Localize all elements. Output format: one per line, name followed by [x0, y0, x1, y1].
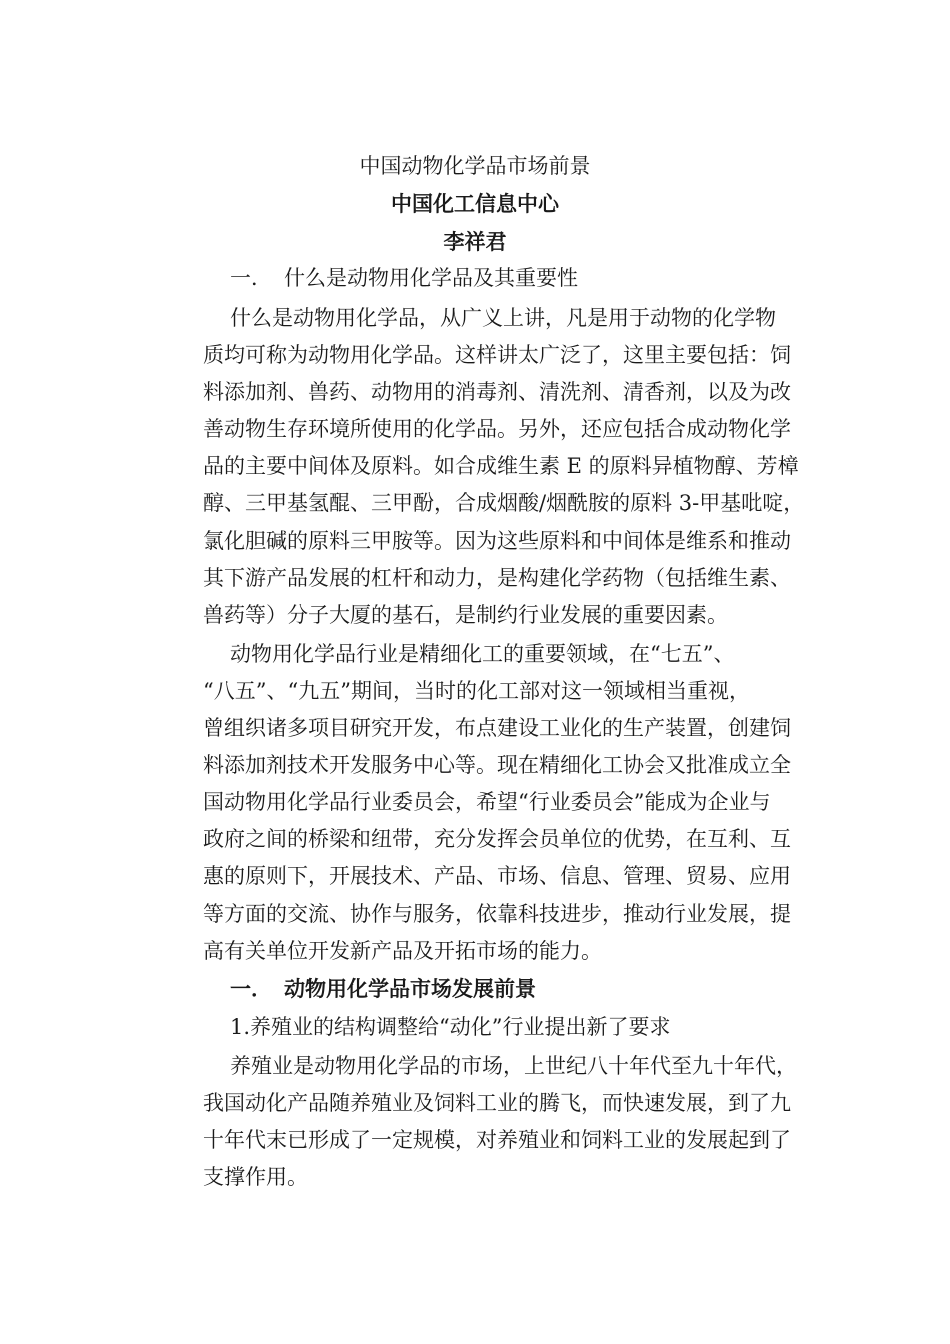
section-number: 一．	[230, 266, 272, 290]
organization-name: 中国化工信息中心	[391, 192, 559, 216]
paragraph-line: 支撑作用。	[203, 1165, 308, 1189]
paragraph-line: 养殖业是动物用化学品的市场，上世纪八十年代至九十年代，	[230, 1054, 797, 1078]
section-number: 一．	[230, 977, 272, 1001]
paragraph-line: 惠的原则下，开展技术、产品、市场、信息、管理、贸易、应用	[203, 864, 791, 888]
section-heading-1	[230, 264, 578, 292]
paragraph-line: 善动物生存环境所使用的化学品。另外，还应包括合成动物化学	[203, 417, 791, 441]
author-name: 李祥君	[443, 230, 507, 254]
paragraph-line: 品的主要中间体及原料。如合成维生素 E 的原料异植物醇、芳樟	[203, 454, 799, 478]
paragraph-line: 曾组织诸多项目研究开发，布点建设工业化的生产装置，创建饲	[203, 716, 791, 740]
paragraph-line: 质均可称为动物用化学品。这样讲太广泛了，这里主要包括：饲	[203, 343, 791, 367]
paragraph-line: 兽药等）分子大厦的基石，是制约行业发展的重要因素。	[203, 603, 728, 627]
paragraph-line: “八五”、“九五”期间，当时的化工部对这一领域相当重视，	[203, 679, 750, 703]
paragraph-line: 醇、三甲基氢醌、三甲酚，合成烟酸/烟酰胺的原料 3-甲基吡啶，	[203, 491, 805, 515]
paragraph-line: 料添加剂技术开发服务中心等。现在精细化工协会又批准成立全	[203, 753, 791, 777]
paragraph-line: 料添加剂、兽药、动物用的消毒剂、清洗剂、清香剂，以及为改	[203, 380, 791, 404]
paragraph-line: 政府之间的桥梁和纽带，充分发挥会员单位的优势，在互利、互	[203, 827, 791, 851]
paragraph-line: 动物用化学品行业是精细化工的重要领域，在“七五”、	[230, 642, 735, 666]
paragraph-line: 高有关单位开发新产品及开拓市场的能力。	[203, 939, 602, 963]
subsection-heading: 1.养殖业的结构调整给“动化”行业提出新了要求	[230, 1015, 671, 1039]
paragraph-line: 氯化胆碱的原料三甲胺等。因为这些原料和中间体是维系和推动	[203, 529, 791, 553]
section-heading-2	[230, 975, 536, 1003]
paragraph-line: 我国动化产品随养殖业及饲料工业的腾飞，而快速发展，到了九	[203, 1091, 791, 1115]
document-title: 中国动物化学品市场前景	[359, 154, 591, 178]
section-heading-text: 什么是动物用化学品及其重要性	[284, 266, 578, 290]
section-heading-text: 动物用化学品市场发展前景	[284, 977, 536, 1001]
paragraph-line: 等方面的交流、协作与服务，依靠科技进步，推动行业发展，提	[203, 902, 791, 926]
paragraph-line: 十年代末已形成了一定规模，对养殖业和饲料工业的发展起到了	[203, 1128, 791, 1152]
paragraph-line: 什么是动物用化学品，从广义上讲，凡是用于动物的化学物	[230, 306, 776, 330]
paragraph-line: 国动物用化学品行业委员会，希望“行业委员会”能成为企业与	[203, 790, 771, 814]
paragraph-line: 其下游产品发展的杠杆和动力，是构建化学药物（包括维生素、	[203, 566, 791, 590]
